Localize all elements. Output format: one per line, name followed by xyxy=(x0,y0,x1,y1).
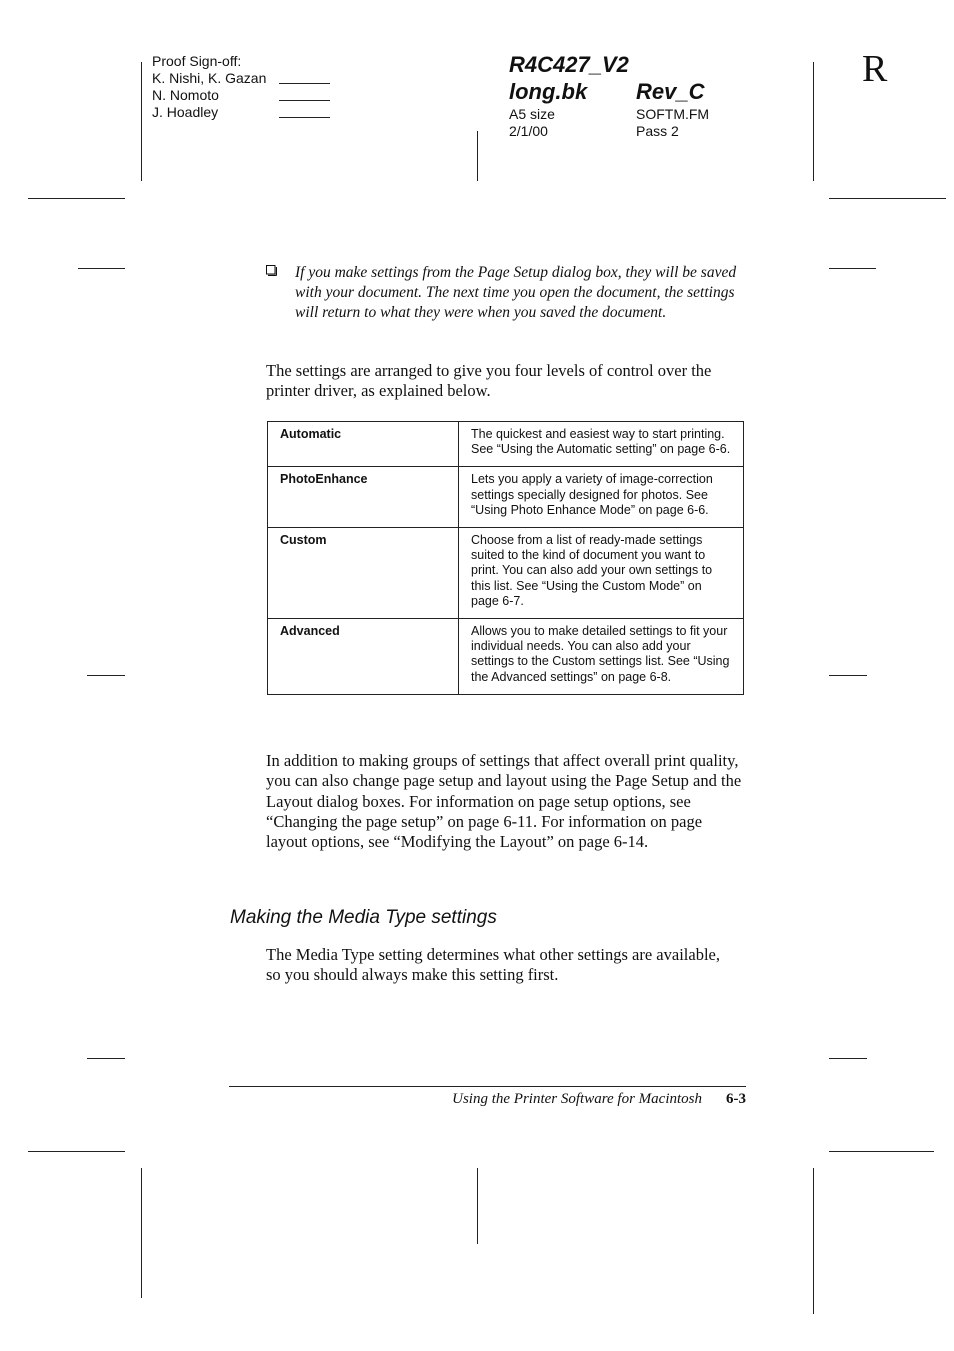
intro-paragraph: The settings are arranged to give you four levels of control over the printer driver, as explained below. xyxy=(266,361,712,401)
crop-mark xyxy=(813,1168,814,1314)
note-item xyxy=(266,263,746,323)
signer-row xyxy=(152,70,330,87)
page-size: A5 size xyxy=(509,106,555,122)
crop-mark xyxy=(829,1151,934,1152)
footer-rule xyxy=(229,1086,746,1087)
table-row xyxy=(268,619,744,695)
page-footer xyxy=(229,1089,746,1109)
level-name: Automatic xyxy=(268,422,459,467)
page-number: 6-3 xyxy=(726,1091,746,1107)
table-row xyxy=(268,528,744,619)
signer-row xyxy=(152,104,330,121)
crop-mark xyxy=(477,1168,478,1244)
book-name: long.bk xyxy=(509,79,588,104)
file-name: SOFTM.FM xyxy=(636,106,710,122)
doc-id xyxy=(509,51,704,105)
signer-name: N. Nomoto xyxy=(152,87,219,103)
doc-date: 2/1/00 xyxy=(509,123,548,139)
crop-mark xyxy=(477,131,478,181)
revision: Rev_C xyxy=(636,79,705,104)
level-description: Allows you to make detailed settings to fit your individual needs. You can also add your settings to the Custom settings list. See “Using the Advanced settings” on page 6-8. xyxy=(459,619,744,695)
note-text: If you make settings from the Page Setup dialog box, they will be saved with your document. The next time you open the document, the settings will return to what they were when you saved the document. xyxy=(295,264,737,321)
crop-mark xyxy=(28,1151,125,1152)
crop-mark xyxy=(28,198,125,199)
level-description: The quickest and easiest way to start printing. See “Using the Automatic setting” on page 6-6. xyxy=(459,422,744,467)
crop-mark xyxy=(829,1058,867,1059)
crop-mark xyxy=(829,198,946,199)
crop-mark xyxy=(141,62,142,181)
crop-mark xyxy=(87,1058,125,1059)
crop-mark xyxy=(829,268,876,269)
doc-meta xyxy=(509,106,709,140)
table-row xyxy=(268,422,744,467)
signature-line xyxy=(279,88,330,101)
checkbox-bullet-icon xyxy=(266,265,277,276)
doc-code: R4C427_V2 xyxy=(509,52,629,77)
table-row xyxy=(268,467,744,528)
proof-signoff xyxy=(152,53,330,121)
levels-table xyxy=(267,421,744,695)
proof-title: Proof Sign-off: xyxy=(152,53,242,69)
signer-name: J. Hoadley xyxy=(152,104,219,120)
signature-line xyxy=(279,71,330,84)
section-heading: Making the Media Type settings xyxy=(230,907,497,928)
section-body: The Media Type setting determines what other settings are available, so you should always make this setting first. xyxy=(266,945,720,985)
level-name: PhotoEnhance xyxy=(268,467,459,528)
signer-name: K. Nishi, K. Gazan xyxy=(152,70,267,86)
signer-row xyxy=(152,87,330,104)
doc-meta-row xyxy=(509,106,709,123)
crop-mark xyxy=(829,675,867,676)
level-name: Custom xyxy=(268,528,459,619)
pass-number: Pass 2 xyxy=(636,123,679,139)
footer-title: Using the Printer Software for Macintosh xyxy=(452,1091,702,1107)
crop-mark xyxy=(813,62,814,181)
signature-line xyxy=(279,105,330,118)
level-description: Choose from a list of ready-made settings suited to the kind of document you want to print. You can also add your own settings to this list. See “Using the Custom Mode” on page 6-7. xyxy=(459,528,744,619)
crop-mark xyxy=(141,1168,142,1298)
crop-mark xyxy=(87,675,125,676)
addition-paragraph: In addition to making groups of settings that affect overall print quality, you can also change page setup and layout using the Page Setup and the Layout dialog boxes. For information on page setup options, see “Changing the page setup” on page 6-11. For information on page layout options, see “Modifying the Layout” on page 6-14. xyxy=(266,751,742,852)
crop-mark xyxy=(78,268,125,269)
doc-id-row xyxy=(509,78,704,105)
corner-letter: R xyxy=(862,48,888,90)
doc-meta-row xyxy=(509,123,709,140)
level-description: Lets you apply a variety of image-correction settings specially designed for photos. See “Using Photo Enhance Mode” on page 6-6. xyxy=(459,467,744,528)
level-name: Advanced xyxy=(268,619,459,695)
